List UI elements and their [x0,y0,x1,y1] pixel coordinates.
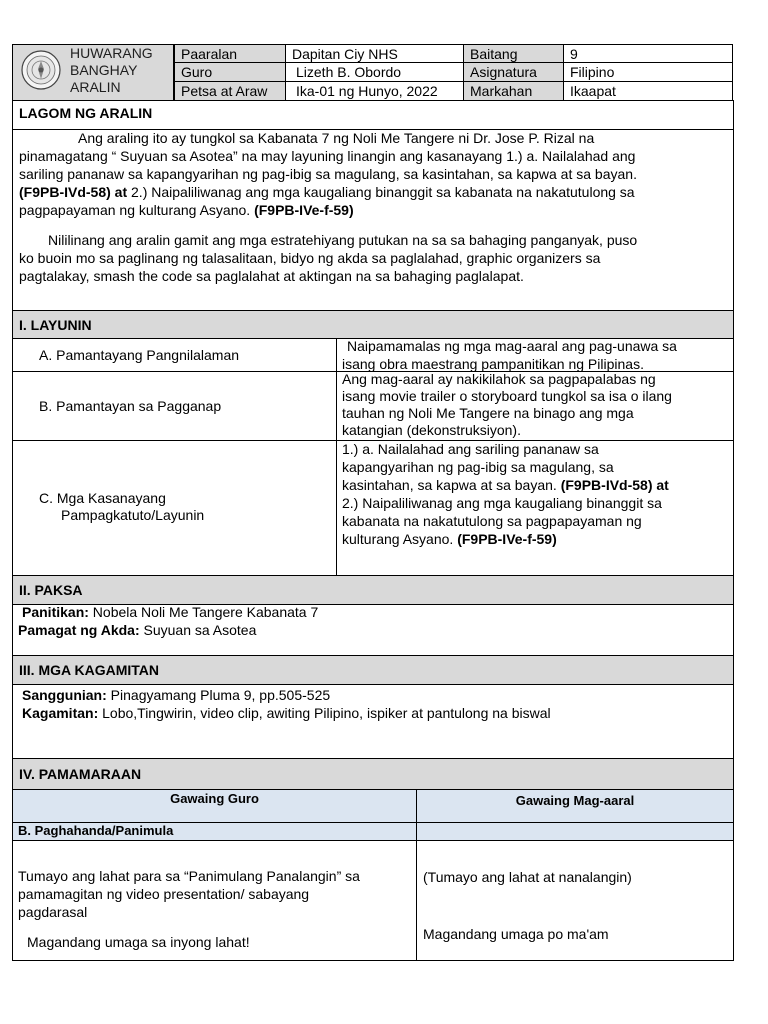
header-label-paaralan: Paaralan [174,44,286,63]
header-value-asignatura: Filipino [563,62,733,82]
header-label-baitang: Baitang [463,44,564,63]
layunin-line: katangian (dekonstruksiyon). [342,422,521,438]
header-value-guro: Lizeth B. Obordo [285,62,464,82]
layunin-b-text [342,371,730,439]
layunin-line: kapangyarihan ng pag-ibig sa magulang, sa [342,459,614,475]
lagom-line: Ang araling ito ay tungkol sa Kabanata 7 ng Noli Me Tangere ni Dr. Jose P. Rizal na [78,130,595,146]
paksa-body [18,603,728,639]
header-title-line: BANGHAY [70,62,138,78]
lagom-line: ko buoin mo sa paglinang ng talasalitaan, bidyo ng akda sa paglalahad, graphic organizers sa [19,250,601,266]
header-title-line: HUWARANG [70,45,153,61]
competency-code: (F9PB-IVe-f-59) [254,202,354,218]
column-header-guro: Gawaing Guro [170,791,259,806]
paksa-pamagat-value: Suyuan sa Asotea [139,622,257,638]
guro-greeting: Magandang umaga sa inyong lahat! [27,934,250,950]
lagom-line: pagtalakay, smash the code sa paglalahat at aktingan na sa bahaging paglalapat. [19,268,524,284]
kagamitan-kagamitan [22,704,728,722]
layunin-line: 2.) Naipaliliwanag ang mga kaugaliang binanggit sa [342,495,662,511]
layunin-line: Naipamamalas ng mga mag-aaral ang pag-unawa sa [347,338,677,354]
kagamitan-heading: III. MGA KAGAMITAN [19,662,159,678]
pamamaraan-heading: IV. PAMAMARAAN [19,766,142,782]
header-label-markahan: Markahan [463,81,564,101]
paksa-panitikan-value: Nobela Noli Me Tangere Kabanata 7 [88,604,319,620]
header-title-line: ARALIN [70,79,121,95]
lagom-line: pinamagatang “ Suyuan sa Asotea” na may layuning linangin ang kasanayang 1.) a. Nailalahad ang [19,148,636,164]
lagom-line [19,183,731,201]
header-value-paaralan: Dapitan Ciy NHS [285,44,464,63]
kagamitan-body [22,686,728,722]
header-value-baitang: 9 [563,44,733,63]
paksa-heading-cell [12,575,734,605]
layunin-line [342,476,730,494]
magaaral-response-2: Magandang umaga po ma'am [423,926,609,942]
column-header-magaaral: Gawaing Mag-aaral [515,793,635,808]
competency-code: (F9PB-IVd-58) at [560,477,669,493]
layunin-label-line: C. Mga Kasanayang [39,490,166,506]
layunin-label-line: Pampagkatuto/Layunin [61,507,205,523]
layunin-a-text [342,337,730,373]
guro-activity-text [18,867,413,921]
layunin-line [342,530,730,548]
competency-code: (F9PB-IVe-f-59) [457,531,557,547]
lagom-line [19,201,731,219]
section-b-right-cell [416,822,734,841]
lagom-paragraph-2 [19,231,731,285]
paksa-panitikan-label: Panitikan: [22,604,89,620]
header-label-guro: Guro [174,62,286,82]
layunin-text: kulturang Asyano. [342,531,458,547]
layunin-line: Ang mag-aaral ay nakikilahok sa pagpapalabas ng [342,371,656,387]
layunin-text: kasintahan, sa kapwa at sa bayan. [342,477,561,493]
layunin-line: tauhan ng Noli Me Tangere na binago ang mga [342,405,634,421]
competency-code: (F9PB-IVd-58) at [19,184,128,200]
layunin-heading: I. LAYUNIN [19,317,92,333]
guro-line: pagdarasal [18,904,88,920]
paksa-heading: II. PAKSA [19,582,83,598]
lagom-text: 2.) Naipaliliwanag ang mga kaugaliang binanggit sa kabanata na nakatutulong sa [127,184,635,200]
section-b-label: B. Paghahanda/Panimula [18,823,174,838]
layunin-heading-cell [12,310,734,339]
layunin-line: kabanata na nakatutulong sa pagpapayaman ng [342,513,642,529]
paksa-pamagat-label: Pamagat ng Akda: [18,622,140,638]
header-value-petsa: Ika-01 ng Hunyo, 2022 [285,81,464,101]
layunin-line: 1.) a. Nailalahad ang sariling pananaw sa [342,441,599,457]
guro-line: Tumayo ang lahat para sa “Panimulang Panalangin” sa [18,868,360,884]
kagamitan-sanggunian-label: Sanggunian: [22,687,107,703]
lagom-line: sariling pananaw sa kapangyarihan ng pag-ibig sa magulang, sa kasintahan, sa kapwa at sa bayan. [19,166,637,182]
layunin-a-label: A. Pamantayang Pangnilalaman [39,347,240,363]
layunin-c-text [342,440,730,548]
deped-seal-icon [21,50,61,90]
kagamitan-kagamitan-value: Lobo,Tingwirin, video clip, awiting Pilipino, ispiker at pantulong na biswal [98,705,551,721]
guro-line: pamamagitan ng video presentation/ sabayang [18,886,310,902]
layunin-c-label [39,490,204,524]
kagamitan-sanggunian-value: Pinagyamang Pluma 9, pp.505-525 [106,687,331,703]
lagom-paragraph-1 [19,129,731,219]
magaaral-response-1: (Tumayo ang lahat at nanalangin) [423,869,632,885]
header-title [70,45,174,96]
lagom-text: pagpapayaman ng kulturang Asyano. [19,202,255,218]
layunin-line: isang movie trailer o storyboard tungkol sa isa o ilang [342,388,672,404]
header-label-petsa: Petsa at Araw [174,81,286,101]
lagom-line: Nililinang ang aralin gamit ang mga estratehiyang putukan na sa sa bahaging panganyak, puso [48,232,638,248]
header-value-markahan: Ikaapat [563,81,733,101]
layunin-b-label: B. Pamantayan sa Pagganap [39,398,222,414]
lagom-heading: LAGOM NG ARALIN [19,105,153,121]
header-label-asignatura: Asignatura [463,62,564,82]
layunin-line: isang obra maestrang pampanitikan ng Pilipinas. [342,356,644,372]
paksa-panitikan [18,603,728,621]
paksa-pamagat [18,621,728,639]
kagamitan-kagamitan-label: Kagamitan: [22,705,99,721]
kagamitan-sanggunian [22,686,728,704]
